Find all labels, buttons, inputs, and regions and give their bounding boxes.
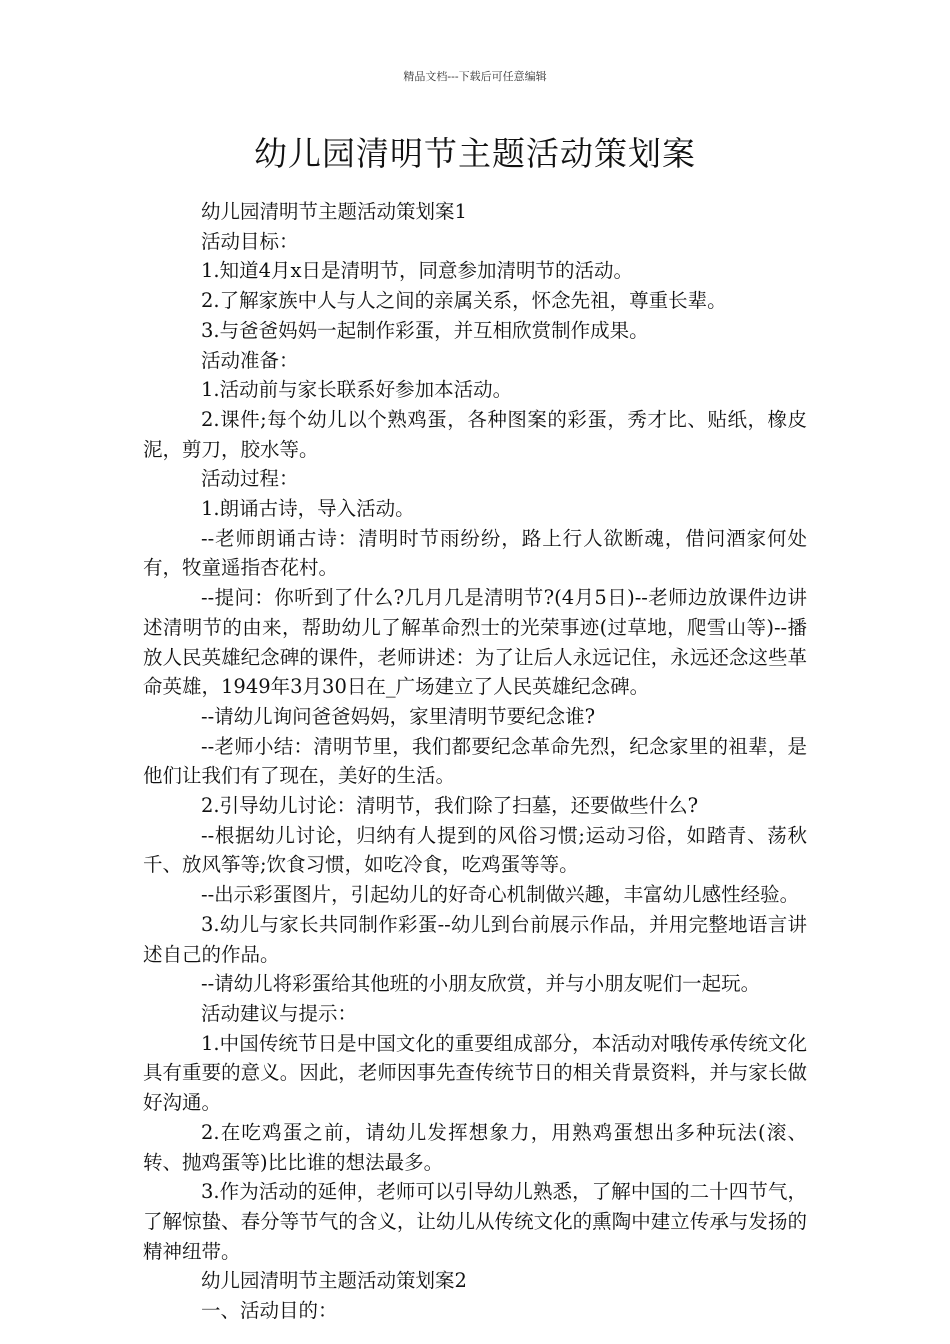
paragraph: 2.引导幼儿讨论：清明节，我们除了扫墓，还要做些什么? bbox=[201, 794, 699, 818]
paragraph: 3.幼儿与家长共同制作彩蛋--幼儿到台前展示作品，并用完整地语言讲述自己的作品。 bbox=[143, 912, 807, 966]
subheading-goals: 活动目标： bbox=[201, 229, 299, 253]
header-note: 精品文档---下载后可任意编辑 bbox=[403, 70, 547, 83]
paragraph: --请幼儿询问爸爸妈妈，家里清明节要纪念谁? bbox=[201, 704, 596, 728]
paragraph: --出示彩蛋图片，引起幼儿的好奇心机制做兴趣，丰富幼儿感性经验。 bbox=[201, 883, 800, 907]
paragraph: 1.朗诵古诗，导入活动。 bbox=[201, 497, 415, 521]
paragraph: 3.作为活动的延伸，老师可以引导幼儿熟悉，了解中国的二十四节气，了解惊蛰、春分等节气的含义，让幼儿从传统文化的熏陶中建立传承与发扬的精神纽带。 bbox=[143, 1180, 807, 1263]
paragraph: 1.中国传统节日是中国文化的重要组成部分，本活动对哦传承传统文化具有重要的意义。因此，老师因事先查传统节日的相关背景资料，并与家长做好沟通。 bbox=[143, 1031, 807, 1115]
subheading-purpose: 一、活动目的： bbox=[201, 1299, 338, 1323]
paragraph: --老师小结：清明节里，我们都要纪念革命先烈，纪念家里的祖辈，是他们让我们有了现在，美好的生活。 bbox=[143, 734, 807, 788]
section-heading: 幼儿园清明节主题活动策划案2 bbox=[201, 1269, 467, 1293]
subheading-preparation: 活动准备： bbox=[201, 348, 299, 372]
subheading-process: 活动过程： bbox=[201, 467, 299, 491]
subheading-suggestions: 活动建议与提示： bbox=[201, 1001, 358, 1025]
paragraph: --提问：你听到了什么?几月几是清明节?(4月5日)--老师边放课件边讲述清明节的由来，帮助幼儿了解革命烈士的光荣事迹(过草地，爬雪山等)--播放人民英雄纪念碑的课件，老师讲述：为了让后人永远记住，永远还念这些革命英雄，1949年3月30日在_广场建立了人民英雄纪念碑。 bbox=[143, 586, 807, 699]
paragraph: 2.在吃鸡蛋之前，请幼儿发挥想象力，用熟鸡蛋想出多种玩法(滚、转、抛鸡蛋等)比比谁的想法最多。 bbox=[143, 1120, 807, 1174]
paragraph: 1.知道4月x日是清明节，同意参加清明节的活动。 bbox=[201, 259, 634, 283]
document-body bbox=[143, 197, 807, 1326]
paragraph: 2.课件;每个幼儿以个熟鸡蛋，各种图案的彩蛋，秀才比、贴纸，橡皮泥，剪刀，胶水等。 bbox=[143, 407, 807, 461]
paragraph: --请幼儿将彩蛋给其他班的小朋友欣赏，并与小朋友呢们一起玩。 bbox=[201, 972, 761, 996]
paragraph: --老师朗诵古诗：清明时节雨纷纷，路上行人欲断魂，借问酒家何处有，牧童遥指杏花村。 bbox=[143, 526, 807, 580]
document-title: 幼儿园清明节主题活动策划案 bbox=[254, 134, 696, 173]
paragraph: 2.了解家族中人与人之间的亲属关系，怀念先祖，尊重长辈。 bbox=[201, 289, 727, 313]
paragraph: 1.活动前与家长联系好参加本活动。 bbox=[201, 378, 513, 402]
paragraph: --根据幼儿讨论，归纳有人提到的风俗习惯;运动习俗，如踏青、荡秋千、放风筝等;饮食习惯，如吃冷食，吃鸡蛋等等。 bbox=[143, 823, 807, 877]
paragraph: 3.与爸爸妈妈一起制作彩蛋，并互相欣赏制作成果。 bbox=[201, 318, 649, 342]
section-heading: 幼儿园清明节主题活动策划案1 bbox=[201, 200, 467, 223]
